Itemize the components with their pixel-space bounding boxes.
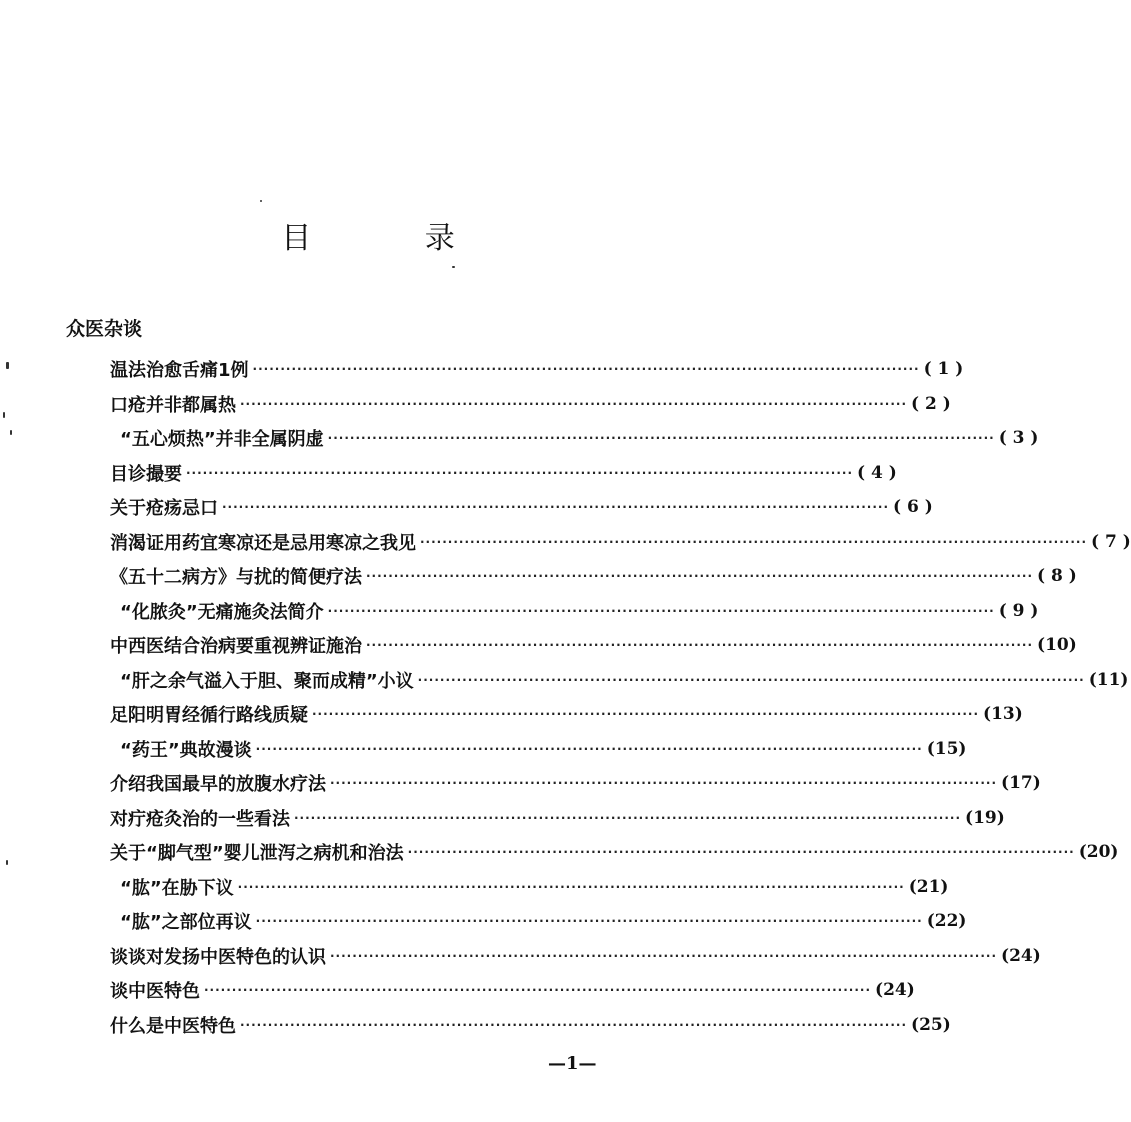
- toc-entry-page: (11): [1088, 669, 1129, 690]
- toc-entry-page: (24): [1001, 945, 1041, 966]
- toc-list: [110, 352, 1131, 1042]
- scan-speck: [10, 430, 12, 435]
- toc-entry: [110, 939, 1041, 974]
- toc-entry-title: 目诊撮要: [110, 463, 182, 485]
- scan-speck: [6, 860, 8, 865]
- dot-leader: ························································································································: [420, 534, 1088, 549]
- dot-leader: ························································································································: [330, 948, 998, 963]
- dot-leader: ························································································································: [237, 879, 905, 894]
- toc-entry-page: (21): [908, 876, 949, 897]
- toc-entry-page: ( 6 ): [893, 497, 933, 518]
- toc-entry-page: (24): [875, 980, 915, 1001]
- toc-entry-title: 《五十二病方》与扰的简便疗法: [110, 567, 362, 589]
- dot-leader: ························································································································: [330, 776, 998, 791]
- toc-entry: [110, 697, 1023, 732]
- dot-leader: ························································································································: [204, 983, 872, 998]
- dot-leader: ························································································································: [327, 603, 995, 618]
- toc-entry-page: ( 7 ): [1091, 531, 1131, 552]
- toc-entry-title: 消渴证用药宜寒凉还是忌用寒凉之我见: [110, 532, 416, 554]
- toc-entry-page: ( 1 ): [923, 359, 964, 380]
- toc-entry: [110, 421, 1039, 456]
- dot-leader: ························································································································: [252, 362, 920, 377]
- toc-entry-page: (22): [926, 911, 967, 932]
- dot-leader: ························································································································: [312, 707, 980, 722]
- dot-leader: ························································································································: [255, 741, 923, 756]
- scan-speck: [6, 362, 9, 369]
- dot-leader: ························································································································: [366, 569, 1034, 584]
- toc-entry: [110, 456, 897, 491]
- toc-entry-title: 介绍我国最早的放腹水疗法: [110, 774, 326, 796]
- toc-entry-title: “药王”典故漫谈: [120, 739, 252, 761]
- toc-entry-title: “肱”在胁下议: [120, 877, 234, 899]
- toc-entry: [110, 663, 1129, 698]
- toc-entry-page: (17): [1001, 773, 1041, 794]
- dot-leader: ························································································································: [222, 500, 890, 515]
- dot-leader: ························································································································: [294, 810, 962, 825]
- dot-leader: ························································································································: [417, 672, 1085, 687]
- section-title: 众医杂谈: [66, 318, 143, 340]
- toc-entry-page: (20): [1078, 842, 1119, 863]
- dot-leader: ························································································································: [240, 1017, 908, 1032]
- page-footer: —1—: [548, 1053, 597, 1074]
- toc-entry-title: 足阳明胃经循行路线质疑: [110, 705, 308, 727]
- toc-entry-title: 谈谈对发扬中医特色的认识: [110, 946, 326, 968]
- toc-entry-page: (19): [965, 807, 1005, 828]
- toc-entry-page: ( 8 ): [1037, 566, 1077, 587]
- toc-entry-title: 口疮并非都属热: [110, 394, 236, 416]
- dot-leader: ························································································································: [186, 465, 854, 480]
- toc-entry-title: 什么是中医特色: [110, 1015, 236, 1037]
- dot-leader: ························································································································: [240, 396, 908, 411]
- toc-entry: [110, 387, 951, 422]
- toc-entry: [110, 490, 933, 525]
- dot-leader: ························································································································: [407, 845, 1075, 860]
- toc-entry-page: (10): [1037, 635, 1077, 656]
- toc-entry: [110, 766, 1041, 801]
- dot-leader: ························································································································: [366, 638, 1034, 653]
- toc-entry: [110, 594, 1039, 629]
- toc-entry: [110, 628, 1077, 663]
- toc-entry-title: 温法治愈舌痛1例: [110, 360, 249, 382]
- toc-entry: [110, 525, 1131, 560]
- toc-entry-page: ( 3 ): [998, 428, 1039, 449]
- toc-entry: [110, 801, 1005, 836]
- toc-entry: [110, 973, 915, 1008]
- toc-entry-page: (25): [911, 1014, 951, 1035]
- dot-leader: ························································································································: [255, 914, 923, 929]
- toc-entry-page: ( 4 ): [857, 462, 897, 483]
- toc-entry: [110, 870, 949, 905]
- scan-speck: [260, 200, 262, 202]
- scan-speck: [3, 412, 5, 418]
- toc-entry-title: 对疔疮灸治的一些看法: [110, 808, 290, 830]
- scan-speck: [452, 266, 455, 268]
- toc-entry-title: 中西医结合治病要重视辨证施治: [110, 636, 362, 658]
- toc-entry: [110, 732, 967, 767]
- toc-entry-page: ( 9 ): [998, 600, 1039, 621]
- toc-entry-title: “五心烦热”并非全属阴虚: [120, 429, 324, 451]
- toc-entry-title: “肱”之部位再议: [120, 912, 252, 934]
- toc-entry-page: ( 2 ): [911, 393, 951, 414]
- dot-leader: ························································································································: [327, 431, 995, 446]
- toc-entry: [110, 1008, 951, 1043]
- toc-entry: [110, 559, 1077, 594]
- toc-entry-page: (13): [983, 704, 1023, 725]
- toc-entry: [110, 352, 964, 387]
- toc-entry-title: 谈中医特色: [110, 981, 200, 1003]
- toc-entry: [110, 904, 967, 939]
- page-title: 目 录: [281, 221, 507, 256]
- toc-entry-page: (15): [926, 738, 967, 759]
- toc-entry: [110, 835, 1119, 870]
- toc-entry-title: 关于“脚气型”婴儿泄泻之病机和治法: [110, 843, 404, 865]
- toc-entry-title: “化脓灸”无痛施灸法简介: [120, 601, 324, 623]
- toc-entry-title: “肝之余气溢入于胆、聚而成精”小议: [120, 670, 414, 692]
- toc-entry-title: 关于疮疡忌口: [110, 498, 218, 520]
